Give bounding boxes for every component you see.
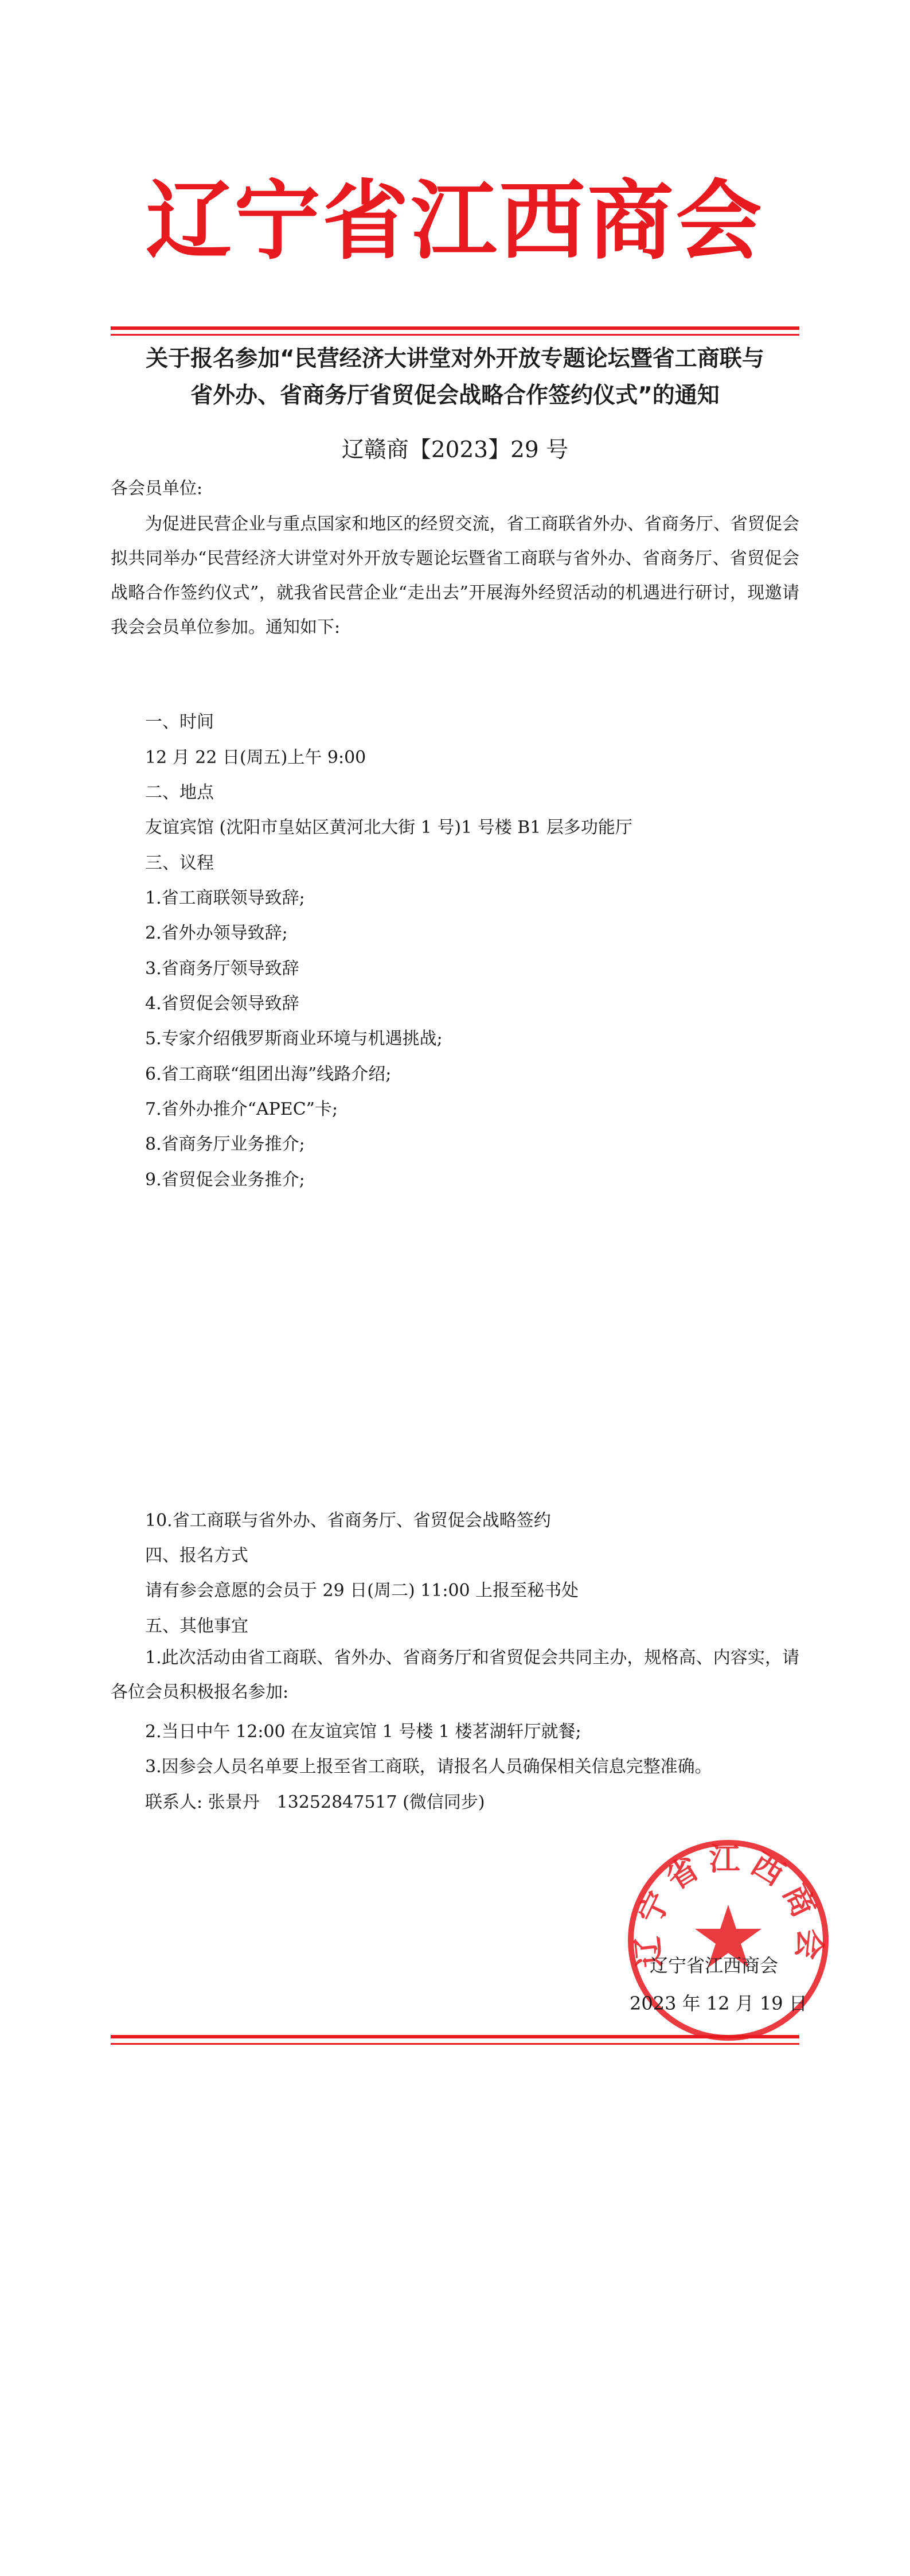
- section-signup-heading: 四、报名方式: [145, 1546, 248, 1566]
- agenda-item: 5.专家介绍俄罗斯商业环境与机遇挑战;: [145, 1029, 443, 1049]
- other-item-3: 3.因参会人员名单要上报至省工商联，请报名人员确保相关信息完整准确。: [145, 1757, 712, 1777]
- document-title-line-2: 省外办、省商务厅省贸促会战略合作签约仪式”的通知: [190, 383, 720, 408]
- document-number: 辽赣商【2023】29 号: [341, 437, 569, 463]
- document-title: [111, 341, 799, 414]
- agenda-item: 9.省贸促会业务推介;: [145, 1170, 305, 1190]
- section-time-value: 12 月 22 日(周五)上午 9:00: [145, 748, 366, 768]
- section-signup-value: 请有参会意愿的会员于 29 日(周二) 11:00 上报至秘书处: [145, 1581, 579, 1601]
- footer-rule-thick: [111, 2035, 799, 2038]
- letterhead-rule-thin: [111, 334, 799, 336]
- section-place-heading: 二、地点: [145, 783, 214, 803]
- section-agenda-heading: 三、议程: [145, 853, 214, 873]
- signature-date: 2023 年 12 月 19 日: [630, 1993, 807, 2014]
- section-place-value: 友谊宾馆 (沈阳市皇姑区黄河北大街 1 号)1 号楼 B1 层多功能厅: [145, 818, 632, 838]
- contact-line: 联系人: 张景丹 13252847517 (微信同步): [145, 1792, 485, 1812]
- agenda-item: 6.省工商联“组团出海”线路介绍;: [145, 1064, 392, 1084]
- agenda-item: 10.省工商联与省外办、省商务厅、省贸促会战略签约: [145, 1511, 551, 1531]
- salutation: 各会员单位:: [111, 478, 203, 499]
- section-other-heading: 五、其他事宜: [145, 1616, 248, 1636]
- agenda-item: 1.省工商联领导致辞;: [145, 888, 305, 908]
- letterhead-org-name: 辽宁省江西商会: [146, 170, 764, 271]
- intro-paragraph: 为促进民营企业与重点国家和地区的经贸交流，省工商联省外办、省商务厅、省贸促会拟共同举办“民营经济大讲堂对外开放专题论坛暨省工商联与省外办、省商务厅、省贸促会战略合作签约仪式”，就我省民营企业“走出去”开展海外经贸活动的机遇进行研讨，现邀请我会会员单位参加。通知如下:: [111, 514, 799, 637]
- section-time-heading: 一、时间: [145, 712, 214, 732]
- agenda-item: 2.省外办领导致辞;: [145, 923, 288, 943]
- letterhead-rule-thick: [111, 326, 799, 330]
- document-title-line-1: 关于报名参加“民营经济大讲堂对外开放专题论坛暨省工商联与: [146, 346, 764, 372]
- agenda-item: 7.省外办推介“APEC”卡;: [145, 1099, 338, 1119]
- seal-text: 辽宁省江西商会: [627, 1840, 830, 1970]
- agenda-item: 8.省商务厅业务推介;: [145, 1134, 305, 1154]
- footer-rule-thin: [111, 2043, 799, 2045]
- agenda-item: 3.省商务厅领导致辞: [145, 959, 299, 979]
- other-item-2: 2.当日中午 12:00 在友谊宾馆 1 号楼 1 楼茗湖轩厅就餐;: [145, 1722, 581, 1742]
- other-item-1: 1.此次活动由省工商联、省外办、省商务厅和省贸促会共同主办，规格高、内容实，请各位会员积极报名参加:: [111, 1648, 799, 1702]
- signature-org: 辽宁省江西商会: [650, 1955, 779, 1976]
- agenda-item: 4.省贸促会领导致辞: [145, 994, 299, 1014]
